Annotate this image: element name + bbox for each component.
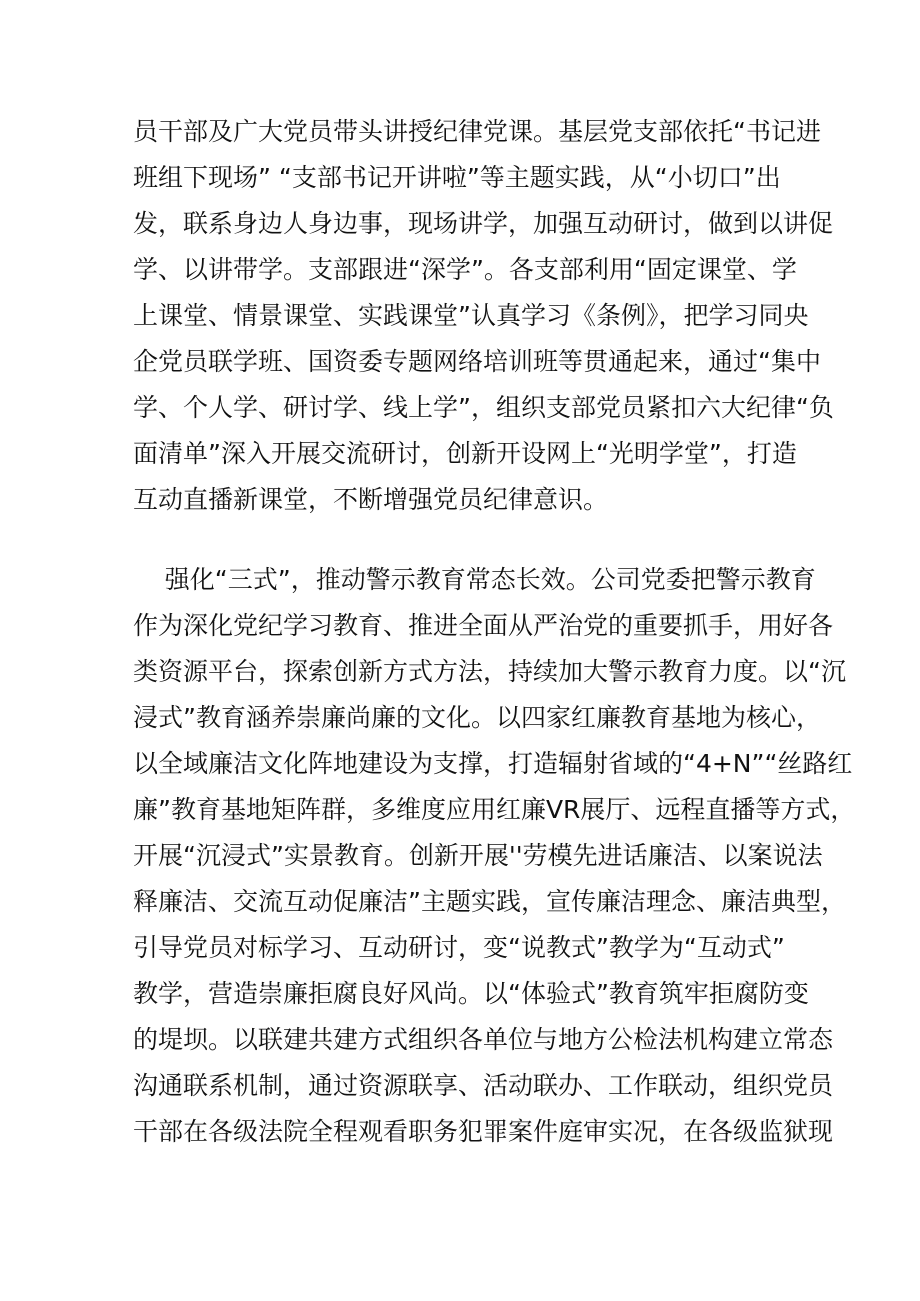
text-line: 以全域廉洁文化阵地建设为支撑，打造辐射省域的“4+N”“丝路红 bbox=[133, 749, 853, 778]
text-line: 开展“沉浸式”实景教育。创新开展''劳模先进话廉洁、以案说法 bbox=[133, 841, 823, 870]
text-line: 企党员联学班、国资委专题网络培训班等贯通起来，通过“集中 bbox=[133, 347, 821, 376]
text-line: 类资源平台，探索创新方式方法，持续加大警示教育力度。以“沉 bbox=[133, 657, 846, 686]
text-line: 强化“三式”，推动警示教育常态长效。公司党委把警示教育 bbox=[133, 565, 816, 594]
text-line: 作为深化党纪学习教育、推进全面从严治党的重要抓手，用好各 bbox=[133, 611, 834, 640]
text-line: 发，联系身边人身边事，现场讲学，加强互动研讨，做到以讲促 bbox=[133, 209, 834, 238]
text-line: 干部在各级法院全程观看职务犯罪案件庭审实况，在各级监狱现 bbox=[133, 1117, 834, 1146]
text-line: 学、以讲带学。支部跟进“深学”。各支部利用“固定课堂、学 bbox=[133, 255, 797, 284]
text-line: 班组下现场” “支部书记开讲啦”等主题实践，从“小切口”出 bbox=[133, 163, 781, 192]
text-line: 浸式”教育涵养崇廉尚廉的文化。以四家红廉教育基地为核心， bbox=[133, 703, 821, 732]
text-line: 释廉洁、交流互动促廉洁”主题实践，宣传廉洁理念、廉洁典型， bbox=[133, 887, 846, 916]
text-line: 互动直播新课堂，不断增强党员纪律意识。 bbox=[133, 485, 609, 514]
text-line: 的堤坝。以联建共建方式组织各单位与地方公检法机构建立常态 bbox=[133, 1025, 834, 1054]
text-line: 上课堂、情景课堂、实践课堂”认真学习《条例》，把学习同央 bbox=[133, 301, 809, 330]
text-line: 教学，营造崇廉拒腐良好风尚。以“体验式”教育筑牢拒腐防变 bbox=[133, 979, 809, 1008]
paragraph-discipline-lessons bbox=[133, 109, 834, 523]
text-line: 学、个人学、研讨学、线上学”，组织支部党员紧扣六大纪律“负 bbox=[133, 393, 834, 422]
text-line: 员干部及广大党员带头讲授纪律党课。基层党支部依托“书记进 bbox=[133, 117, 821, 146]
text-line: 廉”教育基地矩阵群，多维度应用红廉VR展厅、远程直播等方式， bbox=[133, 795, 856, 824]
paragraph-warning-education bbox=[133, 557, 856, 1155]
text-line: 沟通联系机制，通过资源联享、活动联办、工作联动，组织党员 bbox=[133, 1071, 834, 1100]
text-line: 面清单”深入开展交流研讨，创新开设网上“光明学堂”，打造 bbox=[133, 439, 797, 468]
text-line: 引导党员对标学习、互动研讨，变“说教式”教学为“互动式” bbox=[133, 933, 785, 962]
